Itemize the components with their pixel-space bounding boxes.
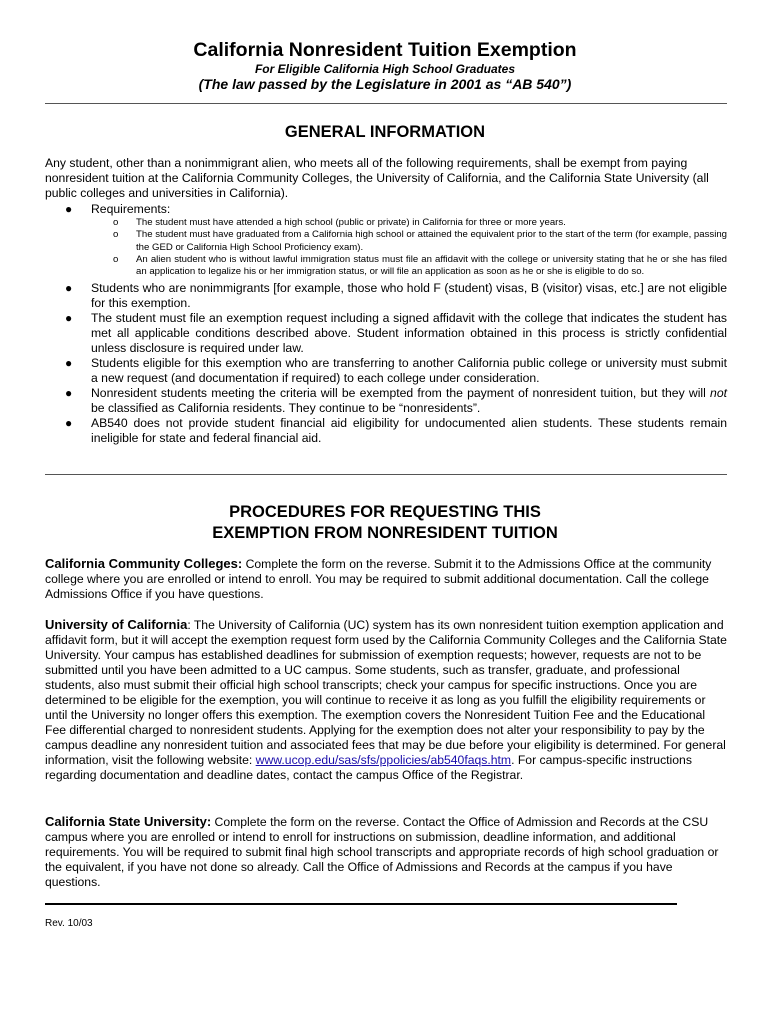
csu-label: California State University:: [45, 814, 212, 829]
list-item: [45, 416, 727, 446]
circle-bullet-icon: o: [113, 229, 119, 241]
document-law-note: (The law passed by the Legislature in 2001 as “AB 540”): [198, 76, 572, 92]
uc-text-after: . For campus-specific instructions regarding documentation and deadline dates, contact the campus Office of the Registrar.: [45, 753, 692, 782]
list-item: [45, 386, 727, 416]
requirement-item: [91, 254, 727, 279]
bullet-icon: ●: [65, 416, 73, 431]
divider-top: [45, 103, 727, 104]
requirements-label: Requirements:: [91, 202, 171, 216]
bullet-text-part: Nonresident students meeting the criteria will be exempted from the payment of nonresident tuition, but they will: [91, 386, 706, 401]
divider-bottom: [45, 903, 677, 905]
list-item: [45, 281, 727, 311]
general-information-heading: GENERAL INFORMATION: [284, 123, 486, 141]
requirement-text: The student must have graduated from a California high school or attained the equivalent prior to the start of the term (for example, passing the GED or California High School Proficiency exam).: [136, 229, 727, 253]
general-bullet-list: [45, 202, 727, 446]
bullet-text: The student must file an exemption request including a signed affidavit with the college that indicates the student has met all applicable conditions described above. Student information obtained in this process is strictly confidential unless disclosure is required under law.: [91, 311, 727, 356]
divider-middle: [45, 474, 727, 475]
university-of-california-paragraph: [45, 617, 727, 783]
requirement-text: The student must have attended a high school (public or private) in California for three or more years.: [136, 217, 566, 228]
circle-bullet-icon: o: [113, 253, 119, 265]
procedures-heading: [0, 502, 770, 544]
uc-label: University of California: [45, 617, 188, 632]
ucop-link[interactable]: www.ucop.edu/sas/sfs/ppolicies/ab540faqs.htm: [255, 753, 512, 767]
bullet-icon: ●: [65, 202, 73, 216]
procedures-heading-line2: EXEMPTION FROM NONRESIDENT TUITION: [212, 524, 558, 542]
bullet-text: [91, 386, 727, 416]
general-intro-paragraph: Any student, other than a nonimmigrant alien, who meets all of the following requirements, shall be exempt from paying nonresident tuition at the California Community Colleges, the University of California, and the California State University (all public colleges and universities in California).: [45, 156, 709, 200]
bullet-icon: ●: [65, 386, 73, 401]
csu-text: Complete the form on the reverse. Contact the Office of Admission and Records at the CSU campus where you are enrolled or intend to enroll for instructions on submission, deadline information, and additional requirements. You will be required to submit final high school transcripts and appropriate records of high school graduation or the equivalent, if you have not done so already. Call the Office of Admissions and Records at the campus if you have questions.: [45, 815, 719, 889]
document-subtitle: For Eligible California High School Graduates: [254, 62, 516, 76]
community-colleges-paragraph: [45, 556, 727, 602]
bullet-icon: ●: [65, 356, 73, 371]
requirement-item: [91, 217, 727, 229]
procedures-heading-line1: PROCEDURES FOR REQUESTING THIS: [229, 503, 541, 521]
list-item: [45, 356, 727, 386]
bullet-text: Students who are nonimmigrants [for example, those who hold F (student) visas, B (visitor) visas, etc.] are not eligible for this exemption.: [91, 281, 727, 311]
bullet-text-part: be classified as California residents. They continue to be “nonresidents”.: [91, 401, 481, 416]
circle-bullet-icon: o: [113, 217, 119, 228]
requirement-item: [91, 229, 727, 254]
list-item-requirements: [45, 202, 727, 278]
emphasis-not: not: [710, 386, 727, 401]
bullet-text: AB540 does not provide student financial aid eligibility for undocumented alien students. These students remain ineligible for state and federal financial aid.: [91, 416, 727, 446]
uc-text: : The University of California (UC) system has its own nonresident tuition exemption application and affidavit form, but it will accept the exemption request form used by the California Community Colleges and the California State University. Your campus has established deadlines for submission of exemption requests; however, requests are not to be submitted until you have been admitted to a UC campus. Some students, such as transfer, graduate, and professional students, also must submit their official high school transcripts; check your campus for specific instructions. Once you are determined to be eligible for the exemption, you will continue to receive it as long as you fulfill the eligibility requirements or until the University no longer offers this exemption. The exemption covers the Nonresident Tuition Fee and the Educational Fee differential charged to nonresident students. Applying for the exemption does not alter your responsibility to pay by the campus deadline any nonresident tuition and associated fees that may be due before your eligibility is determined. For general information, visit the following website:: [45, 618, 727, 767]
csu-paragraph: [45, 814, 727, 890]
bullet-icon: ●: [65, 281, 73, 296]
requirement-text: An alien student who is without lawful immigration status must file an affidavit with the college or university stating that he or she has filed an application to legalize his or her immigration status, or will file an application as soon as he or she is eligible to do so.: [136, 253, 727, 278]
requirements-sublist: [91, 217, 727, 278]
bullet-text: Students eligible for this exemption who are transferring to another California public college or university must submit a new request (and documentation if required) to each college under consideration.: [91, 356, 727, 386]
community-colleges-label: California Community Colleges:: [45, 556, 243, 571]
revision-note: Rev. 10/03: [45, 918, 93, 929]
list-item: [45, 311, 727, 356]
bullet-icon: ●: [65, 311, 73, 326]
community-colleges-text: Complete the form on the reverse. Submit it to the Admissions Office at the community college where you are enrolled or intend to enroll. You may be required to submit additional documentation. Call the college Admissions Office if you have questions.: [45, 557, 712, 601]
document-title: California Nonresident Tuition Exemption: [193, 39, 577, 61]
